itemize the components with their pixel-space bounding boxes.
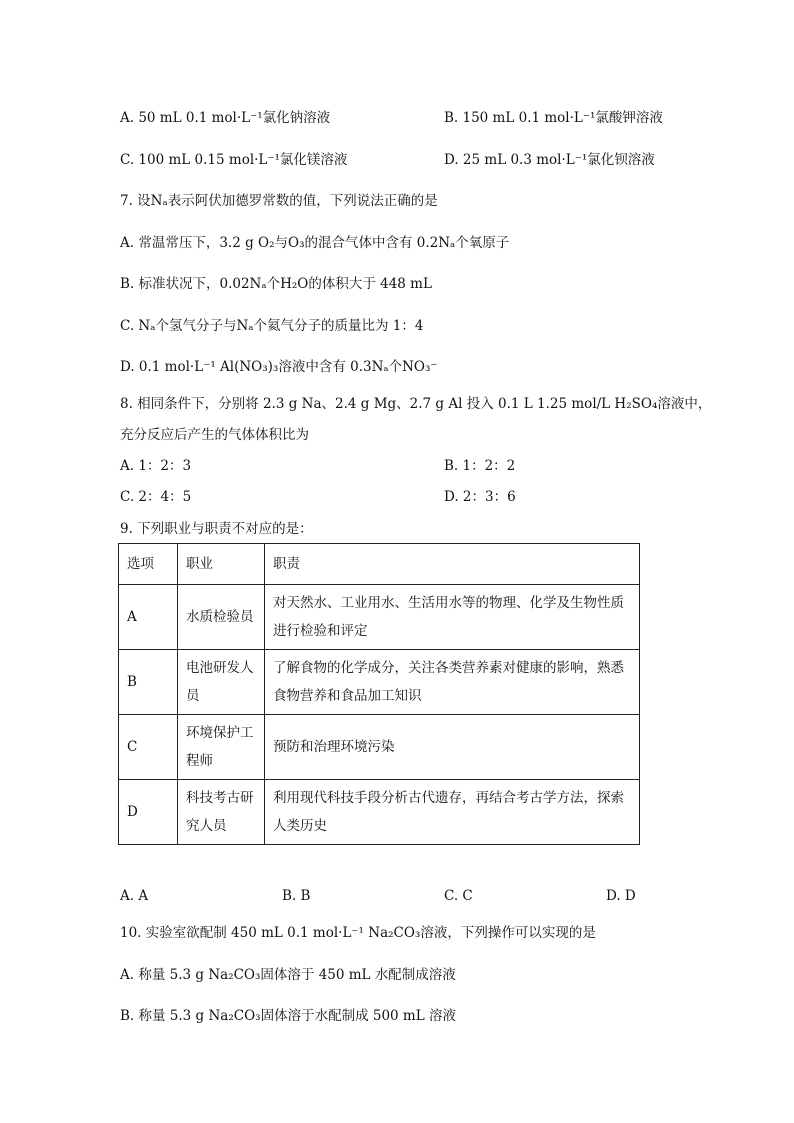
table-cell-duty: 利用现代科技手段分析古代遗存，再结合考古学方法，探索人类历史 xyxy=(265,780,640,845)
q9-answer-b[interactable]: B. B xyxy=(282,888,311,904)
table-row xyxy=(119,585,640,650)
table-cell-option: C xyxy=(119,715,178,780)
q6-option-d[interactable]: D. 25 mL 0.3 mol·L⁻¹氯化钡溶液 xyxy=(444,152,655,168)
q7-option-a[interactable]: A. 常温常压下，3.2 g O₂与O₃的混合气体中含有 0.2Nₐ个氧原子 xyxy=(120,235,510,251)
q9-answer-a[interactable]: A. A xyxy=(120,888,149,904)
q8-option-a[interactable]: A. 1：2：3 xyxy=(120,458,192,474)
q6-options-row-2 xyxy=(120,151,680,169)
q8-options-row-2 xyxy=(120,488,680,506)
q7-option-d[interactable]: D. 0.1 mol·L⁻¹ Al(NO₃)₃溶液中含有 0.3Nₐ个NO₃⁻ xyxy=(120,359,438,375)
q6-option-b[interactable]: B. 150 mL 0.1 mol·L⁻¹氯酸钾溶液 xyxy=(444,110,663,126)
table-cell-option: B xyxy=(119,650,178,715)
q10-option-b[interactable]: B. 称量 5.3 g Na₂CO₃固体溶于水配制成 500 mL 溶液 xyxy=(120,1008,456,1024)
table-header-option: 选项 xyxy=(119,544,178,585)
table-header-duty: 职责 xyxy=(265,544,640,585)
q8-option-d[interactable]: D. 2：3：6 xyxy=(444,489,516,505)
table-cell-duty: 预防和治理环境污染 xyxy=(265,715,640,780)
q8-stem-line1: 8. 相同条件下，分别将 2.3 g Na、2.4 g Mg、2.7 g Al 投入 0.1 L 1.25 mol/L H₂SO₄溶液中， xyxy=(120,396,712,412)
table-row xyxy=(119,650,640,715)
q8-option-b[interactable]: B. 1：2：2 xyxy=(444,458,516,474)
q10-stem: 10. 实验室欲配制 450 mL 0.1 mol·L⁻¹ Na₂CO₃溶液，下列操作可以实现的是 xyxy=(120,925,596,941)
q9-stem: 9. 下列职业与职责不对应的是： xyxy=(120,521,313,537)
table-header-job: 职业 xyxy=(178,544,265,585)
table-cell-job: 水质检验员 xyxy=(178,585,265,650)
table-cell-job: 科技考古研究人员 xyxy=(178,780,265,845)
table-cell-job: 电池研发人员 xyxy=(178,650,265,715)
table-cell-duty: 了解食物的化学成分，关注各类营养素对健康的影响，熟悉食物营养和食品加工知识 xyxy=(265,650,640,715)
table-cell-duty: 对天然水、工业用水、生活用水等的物理、化学及生物性质进行检验和评定 xyxy=(265,585,640,650)
table-cell-job: 环境保护工程师 xyxy=(178,715,265,780)
q9-answer-c[interactable]: C. C xyxy=(444,888,473,904)
q8-stem-line2: 充分反应后产生的气体体积比为 xyxy=(120,427,309,443)
table-row xyxy=(119,780,640,845)
q7-option-b[interactable]: B. 标准状况下，0.02Nₐ个H₂O的体积大于 448 mL xyxy=(120,276,432,292)
q6-option-a[interactable]: A. 50 mL 0.1 mol·L⁻¹氯化钠溶液 xyxy=(120,110,331,126)
q6-option-c[interactable]: C. 100 mL 0.15 mol·L⁻¹氯化镁溶液 xyxy=(120,152,348,168)
table-header-row xyxy=(119,544,640,585)
q8-option-c[interactable]: C. 2：4：5 xyxy=(120,489,192,505)
table-cell-option: A xyxy=(119,585,178,650)
table-row xyxy=(119,715,640,780)
table-cell-option: D xyxy=(119,780,178,845)
q9-job-table xyxy=(118,543,640,845)
q6-options-row-1 xyxy=(120,109,680,127)
q7-option-c[interactable]: C. Nₐ个氢气分子与Nₐ个氦气分子的质量比为 1：4 xyxy=(120,318,424,334)
q10-option-a[interactable]: A. 称量 5.3 g Na₂CO₃固体溶于 450 mL 水配制成溶液 xyxy=(120,967,456,983)
q7-stem: 7. 设Nₐ表示阿伏加德罗常数的值，下列说法正确的是 xyxy=(120,193,438,209)
q9-answer-d[interactable]: D. D xyxy=(606,888,636,904)
q8-options-row-1 xyxy=(120,457,680,475)
